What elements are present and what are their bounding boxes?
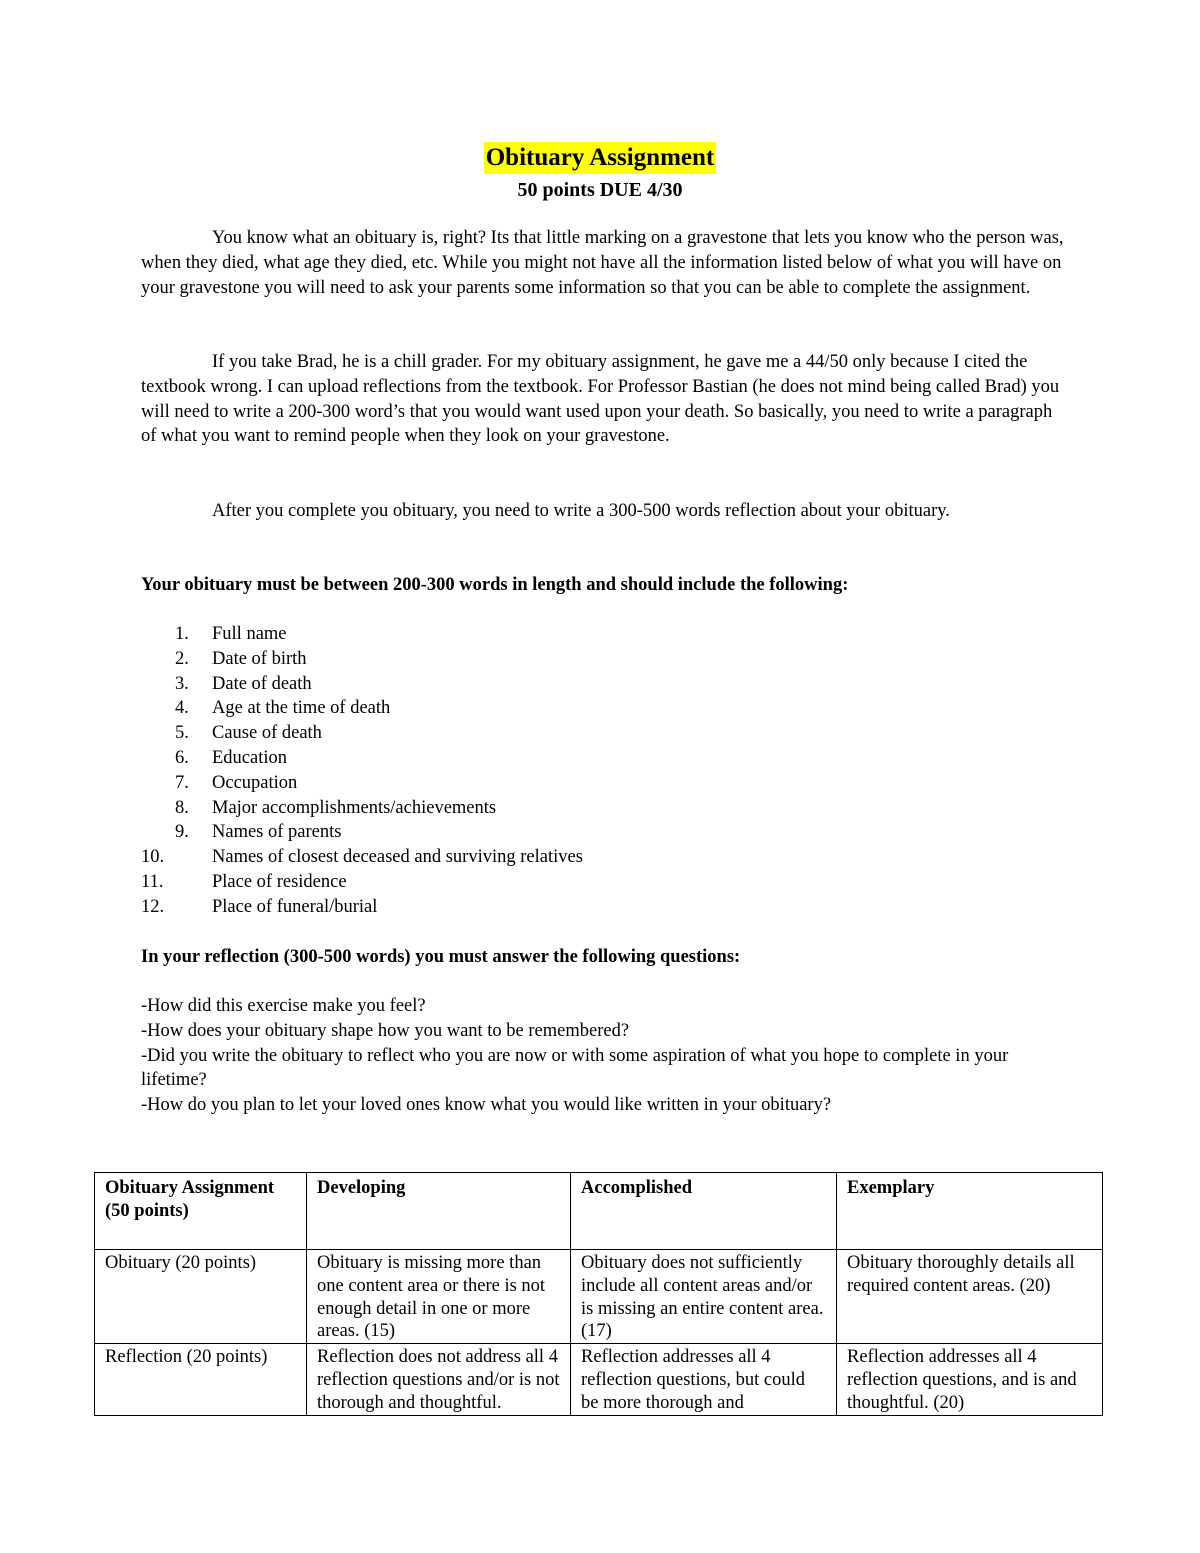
table-row <box>95 1344 1103 1415</box>
rubric-header-row <box>95 1173 1103 1250</box>
rubric-header-cell: Obituary Assignment (50 points) <box>95 1173 307 1250</box>
reflection-paragraph <box>141 499 1071 524</box>
list-number: 3. <box>175 673 189 694</box>
list-item-text: Date of death <box>212 673 312 694</box>
list-item <box>141 796 583 821</box>
question-item: -How did this exercise make you feel? <box>141 996 426 1016</box>
list-item-text: Education <box>212 747 288 768</box>
rubric-cell: Obituary (20 points) <box>95 1250 307 1344</box>
list-item <box>141 672 583 697</box>
list-number: 5. <box>175 723 189 744</box>
list-item-text: Cause of death <box>212 723 322 744</box>
list-number: 6. <box>175 747 189 768</box>
intro-paragraph <box>141 226 1071 300</box>
list-item <box>141 622 583 647</box>
list-number: 10. <box>141 847 165 868</box>
rubric-header-cell: Accomplished <box>571 1173 837 1250</box>
rubric-cell: Reflection does not address all 4 reflection questions and/or is not thorough and thoughtful. <box>307 1344 571 1415</box>
document-title: Obituary Assignment <box>484 142 717 174</box>
table-row <box>95 1250 1103 1344</box>
rubric-cell: Reflection addresses all 4 reflection questions, and is and thoughtful. (20) <box>837 1344 1103 1415</box>
grader-paragraph <box>141 350 1071 449</box>
list-item <box>141 721 583 746</box>
list-number: 11. <box>141 871 164 892</box>
list-number: 2. <box>175 648 189 669</box>
list-item <box>141 845 583 870</box>
reflection-heading: In your reflection (300-500 words) you must answer the following questions: <box>141 947 741 967</box>
list-item <box>141 870 583 895</box>
list-item <box>141 895 583 920</box>
title-block <box>0 142 1200 174</box>
list-number: 4. <box>175 698 189 719</box>
rubric-cell: Obituary thoroughly details all required content areas. (20) <box>837 1250 1103 1344</box>
requirements-list <box>141 622 583 920</box>
list-number: 9. <box>175 822 189 843</box>
list-item <box>141 647 583 672</box>
list-item-text: Major accomplishments/achievements <box>212 797 497 818</box>
list-item-text: Names of closest deceased and surviving relatives <box>212 847 583 868</box>
list-item-text: Date of birth <box>212 648 307 669</box>
list-item-text: Place of residence <box>212 871 347 892</box>
list-number: 8. <box>175 797 189 818</box>
list-item <box>141 820 583 845</box>
list-item-text: Occupation <box>212 772 298 793</box>
rubric-table <box>94 1172 1103 1416</box>
document-subtitle: 50 points DUE 4/30 <box>517 179 683 201</box>
requirements-heading: Your obituary must be between 200-300 words in length and should include the following: <box>141 575 849 595</box>
list-item <box>141 771 583 796</box>
list-number: 12. <box>141 896 165 917</box>
rubric-cell: Reflection (20 points) <box>95 1344 307 1415</box>
rubric-cell: Obituary is missing more than one content area or there is not enough detail in one or more areas. (15) <box>307 1250 571 1344</box>
list-item <box>141 696 583 721</box>
rubric-header-cell: Developing <box>307 1173 571 1250</box>
reflection-paragraph-text: After you complete you obituary, you need to write a 300-500 words reflection about your obituary. <box>212 501 950 521</box>
list-item <box>141 746 583 771</box>
list-number: 7. <box>175 772 189 793</box>
intro-paragraph-text: You know what an obituary is, right? Its that little marking on a gravestone that lets you know who the person was, when they died, what age they died, etc. While you might not have all the information listed below of what you will have on your gravestone you will need to ask your parents some information so that you can be able to complete the assignment. <box>141 228 1064 298</box>
question-item: -How do you plan to let your loved ones know what you would like written in your obituary? <box>141 1095 832 1116</box>
list-item-text: Age at the time of death <box>212 698 391 719</box>
rubric-cell: Reflection addresses all 4 reflection questions, but could be more thorough and <box>571 1344 837 1415</box>
list-item-text: Names of parents <box>212 822 342 843</box>
list-number: 1. <box>175 624 189 644</box>
reflection-questions <box>141 994 1071 1118</box>
grader-paragraph-text: If you take Brad, he is a chill grader. For my obituary assignment, he gave me a 44/50 only because I cited the textbook wrong. I can upload reflections from the textbook. For Professor Bastian (he does not mind being called Brad) you will need to write a 200-300 word’s that you would want used upon your death. So basically, you need to write a paragraph of what you want to remind people when they look on your gravestone. <box>141 352 1060 447</box>
question-item: -How does your obituary shape how you want to be remembered? <box>141 1020 630 1041</box>
list-item-text: Place of funeral/burial <box>212 896 378 917</box>
list-item-text: Full name <box>212 624 287 644</box>
question-item: -Did you write the obituary to reflect who you are now or with some aspiration of what you hope to complete in your lifetime? <box>141 1045 1009 1091</box>
rubric-header-cell: Exemplary <box>837 1173 1103 1250</box>
rubric-cell: Obituary does not sufficiently include all content areas and/or is missing an entire content area. (17) <box>571 1250 837 1344</box>
